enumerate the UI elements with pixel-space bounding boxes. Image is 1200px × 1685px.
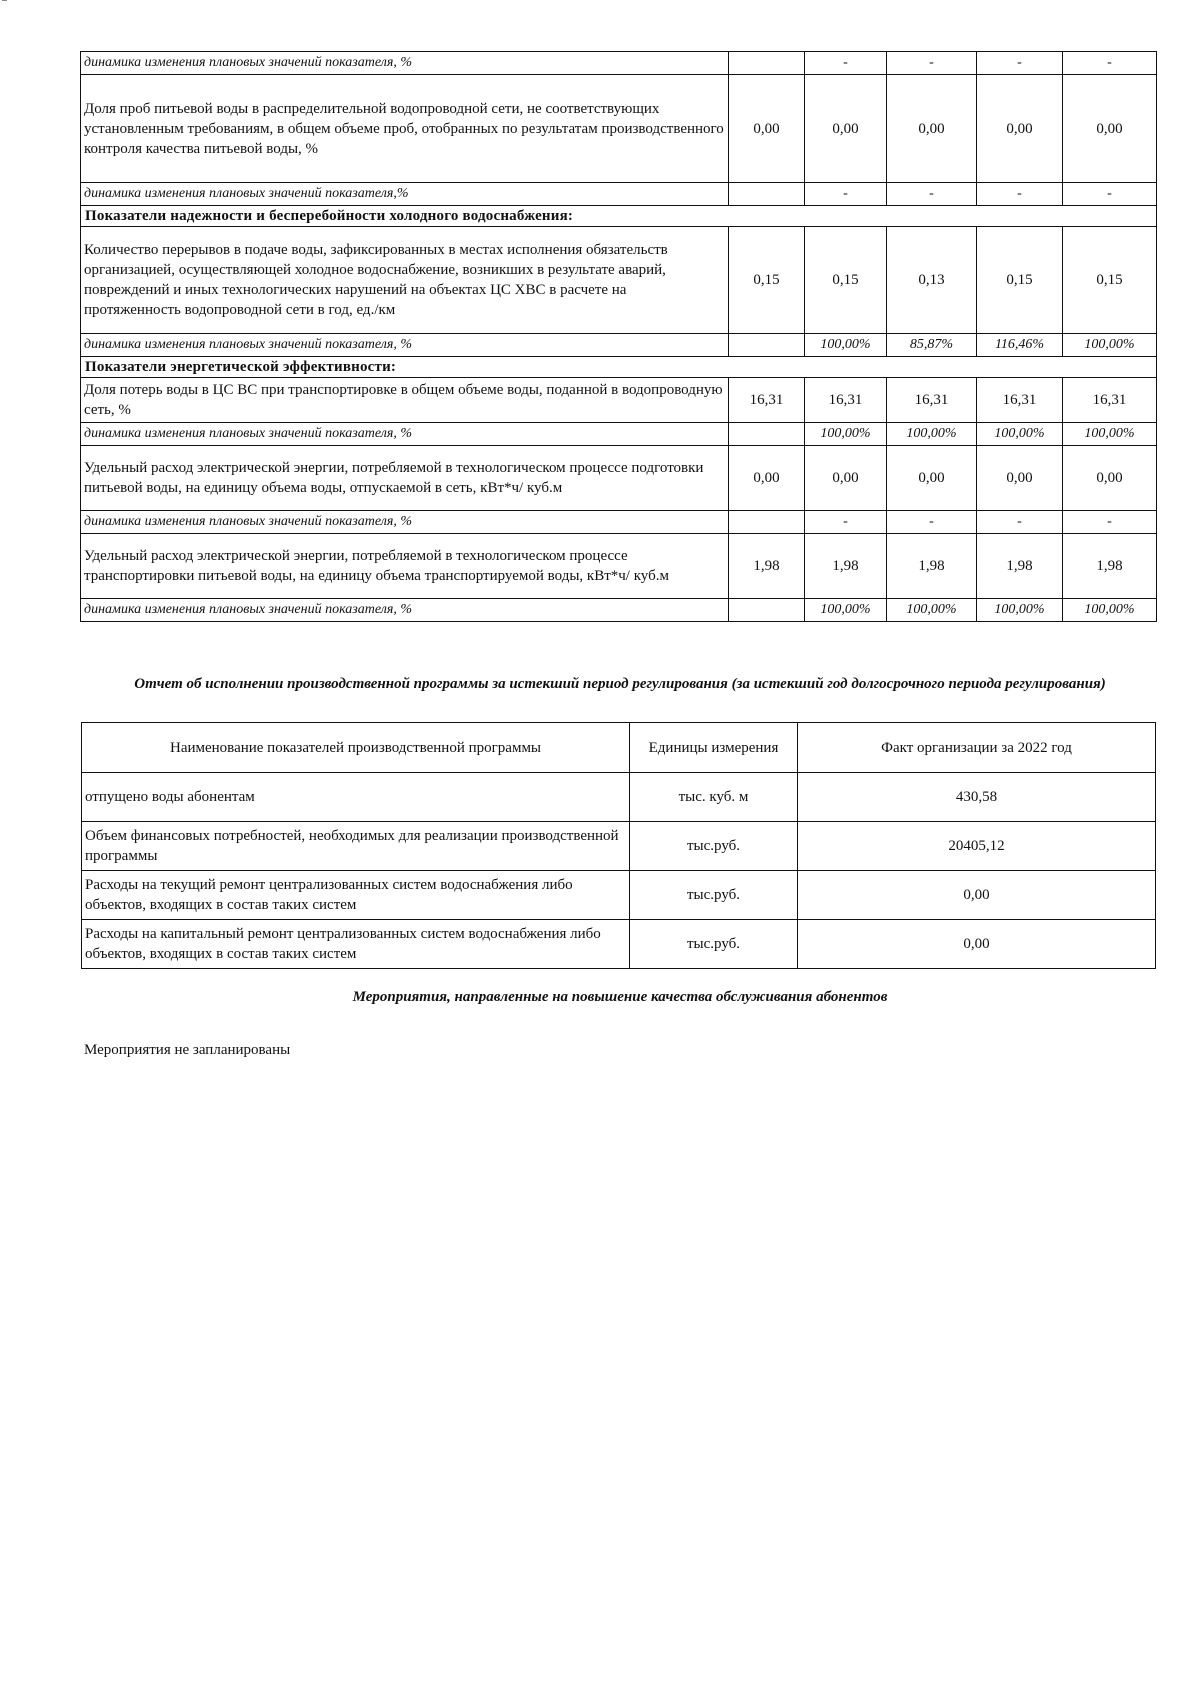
value-cell: 1,98 xyxy=(729,534,805,599)
value-cell: 0,00 xyxy=(887,446,977,511)
dynamics-label: динамика изменения плановых значений показателя, % xyxy=(81,511,729,534)
indicator-row xyxy=(81,75,1157,183)
value-cell: 100,00% xyxy=(887,599,977,622)
value-cell: 0,00 xyxy=(805,446,887,511)
report-table xyxy=(81,722,1156,969)
indicator-name: Объем финансовых потребностей, необходимых для реализации производственной программы xyxy=(82,822,630,871)
header-unit: Единицы измерения xyxy=(630,723,798,773)
measures-heading: Мероприятия, направленные на повышение качества обслуживания абонентов xyxy=(352,989,888,1005)
indicator-row xyxy=(81,534,1157,599)
report-row xyxy=(82,920,1156,969)
value-cell: - xyxy=(805,183,887,206)
value-cell: 0,00 xyxy=(729,446,805,511)
value-cell: - xyxy=(805,52,887,75)
dynamics-row xyxy=(81,52,1157,75)
value-cell: - xyxy=(887,511,977,534)
value-cell: 1,98 xyxy=(1063,534,1157,599)
fact-value: 430,58 xyxy=(798,773,1156,822)
value-cell: - xyxy=(977,52,1063,75)
value-cell: 1,98 xyxy=(977,534,1063,599)
value-cell: - xyxy=(1063,183,1157,206)
value-cell: 1,98 xyxy=(805,534,887,599)
value-cell: 0,15 xyxy=(1063,227,1157,334)
section-title: Показатели надежности и бесперебойности холодного водоснабжения: xyxy=(81,206,1157,227)
value-cell: - xyxy=(887,183,977,206)
value-cell xyxy=(729,511,805,534)
dynamics-label: динамика изменения плановых значений показателя, % xyxy=(81,52,729,75)
fact-value: 20405,12 xyxy=(798,822,1156,871)
value-cell: 16,31 xyxy=(977,378,1063,423)
value-cell: 16,31 xyxy=(887,378,977,423)
dynamics-row xyxy=(81,183,1157,206)
value-cell xyxy=(729,423,805,446)
value-cell: 100,00% xyxy=(805,599,887,622)
indicator-row xyxy=(81,378,1157,423)
indicator-label: Количество перерывов в подаче воды, зафиксированных в местах исполнения обязательств организацией, осуществляющей холодное водоснабжение, возникших в результате аварий, повреждений и иных технологических нарушений на объектах ЦС ХВС в расчете на протяженность водопроводной сети в год, ед./км xyxy=(81,227,729,334)
report-row xyxy=(82,871,1156,920)
indicator-name: Расходы на капитальный ремонт централизованных систем водоснабжения либо объектов, входящих в состав таких систем xyxy=(82,920,630,969)
value-cell: 100,00% xyxy=(887,423,977,446)
fact-value: 0,00 xyxy=(798,920,1156,969)
value-cell: 16,31 xyxy=(1063,378,1157,423)
value-cell: 0,15 xyxy=(977,227,1063,334)
value-cell: 100,00% xyxy=(1063,423,1157,446)
indicator-row xyxy=(81,227,1157,334)
unit: тыс.руб. xyxy=(630,920,798,969)
scan-mark xyxy=(2,0,7,1)
indicator-name: Расходы на текущий ремонт централизованных систем водоснабжения либо объектов, входящих в состав таких систем xyxy=(82,871,630,920)
value-cell xyxy=(729,183,805,206)
value-cell: - xyxy=(887,52,977,75)
section-header-row xyxy=(81,206,1157,227)
indicators-table xyxy=(80,51,1157,622)
value-cell xyxy=(729,52,805,75)
value-cell: - xyxy=(977,183,1063,206)
value-cell: - xyxy=(977,511,1063,534)
value-cell xyxy=(729,334,805,357)
unit: тыс.руб. xyxy=(630,822,798,871)
value-cell: - xyxy=(1063,511,1157,534)
report-table-header xyxy=(82,723,1156,773)
value-cell: 16,31 xyxy=(805,378,887,423)
section-header-row xyxy=(81,357,1157,378)
value-cell: 100,00% xyxy=(1063,334,1157,357)
value-cell: 100,00% xyxy=(1063,599,1157,622)
dynamics-label: динамика изменения плановых значений показателя, % xyxy=(81,423,729,446)
unit: тыс.руб. xyxy=(630,871,798,920)
value-cell xyxy=(729,599,805,622)
unit: тыс. куб. м xyxy=(630,773,798,822)
value-cell: 0,15 xyxy=(805,227,887,334)
fact-value: 0,00 xyxy=(798,871,1156,920)
report-row xyxy=(82,822,1156,871)
dynamics-label: динамика изменения плановых значений показателя, % xyxy=(81,599,729,622)
report-heading: Отчет об исполнении производственной программы за истекший период регулирования (за истекший год долгосрочного периода регулирования) xyxy=(134,676,1106,692)
dynamics-row xyxy=(81,423,1157,446)
value-cell: - xyxy=(1063,52,1157,75)
header-fact-2022: Факт организации за 2022 год xyxy=(798,723,1156,773)
value-cell: - xyxy=(805,511,887,534)
indicator-row xyxy=(81,446,1157,511)
value-cell: 0,00 xyxy=(887,75,977,183)
value-cell: 85,87% xyxy=(887,334,977,357)
value-cell: 100,00% xyxy=(977,599,1063,622)
dynamics-row xyxy=(81,511,1157,534)
indicator-label: Доля проб питьевой воды в распределительной водопроводной сети, не соответствующих установленным требованиям, в общем объеме проб, отобранных по результатам производственного контроля качества питьевой воды, % xyxy=(81,75,729,183)
value-cell: 0,00 xyxy=(977,75,1063,183)
section-title: Показатели энергетической эффективности: xyxy=(81,357,1157,378)
value-cell: 0,00 xyxy=(805,75,887,183)
header-indicator-name: Наименование показателей производственной программы xyxy=(82,723,630,773)
measures-text: Мероприятия не запланированы xyxy=(84,1042,291,1058)
indicator-label: Удельный расход электрической энергии, потребляемой в технологическом процессе подготовки питьевой воды, на единицу объема воды, отпускаемой в сеть, кВт*ч/ куб.м xyxy=(81,446,729,511)
dynamics-row xyxy=(81,334,1157,357)
value-cell: 0,00 xyxy=(977,446,1063,511)
value-cell: 16,31 xyxy=(729,378,805,423)
report-row xyxy=(82,773,1156,822)
dynamics-row xyxy=(81,599,1157,622)
value-cell: 0,00 xyxy=(1063,75,1157,183)
indicator-label: Доля потерь воды в ЦС ВС при транспортировке в общем объеме воды, поданной в водопроводную сеть, % xyxy=(81,378,729,423)
value-cell: 1,98 xyxy=(887,534,977,599)
dynamics-label: динамика изменения плановых значений показателя,% xyxy=(81,183,729,206)
value-cell: 100,00% xyxy=(805,423,887,446)
value-cell: 0,00 xyxy=(729,75,805,183)
value-cell: 100,00% xyxy=(805,334,887,357)
value-cell: 0,13 xyxy=(887,227,977,334)
value-cell: 0,15 xyxy=(729,227,805,334)
value-cell: 116,46% xyxy=(977,334,1063,357)
value-cell: 100,00% xyxy=(977,423,1063,446)
value-cell: 0,00 xyxy=(1063,446,1157,511)
indicator-label: Удельный расход электрической энергии, потребляемой в технологическом процессе транспортировки питьевой воды, на единицу объема транспортируемой воды, кВт*ч/ куб.м xyxy=(81,534,729,599)
indicator-name: отпущено воды абонентам xyxy=(82,773,630,822)
dynamics-label: динамика изменения плановых значений показателя, % xyxy=(81,334,729,357)
